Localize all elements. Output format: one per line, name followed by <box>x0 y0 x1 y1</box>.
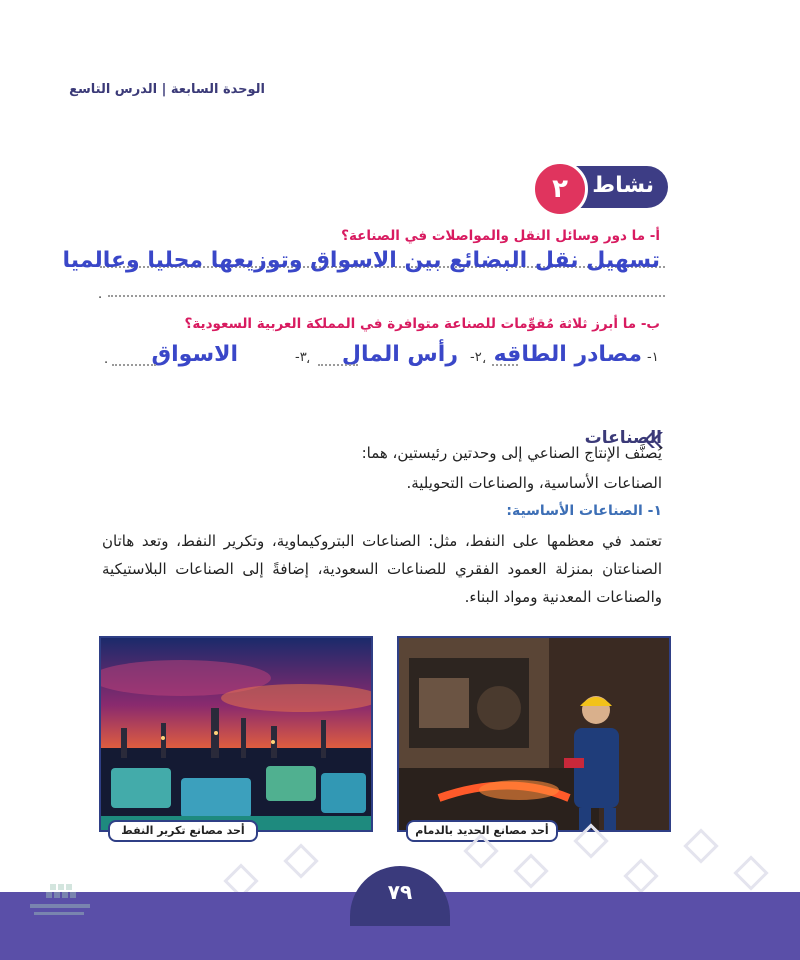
item-number-2: ٢- <box>470 350 482 365</box>
answer-line <box>492 364 518 366</box>
end-mark: . <box>98 287 103 302</box>
body-paragraph: تعتمد في معظمها على النفط، مثل: الصناعات البتروكيماوية، وتكرير النفط، وتعد هاتان الصناعتان بمنزلة العمود الفقري للصناعات السعودية، إضافةً إلى الصناعات البلاستيكية والصناعات المعدنية ومواد البناء. <box>102 532 662 606</box>
activity-label: نشاط <box>592 173 654 198</box>
refinery-photo <box>99 636 373 832</box>
question-b-answer-2: رأس المال <box>341 342 458 367</box>
answer-line <box>112 364 156 366</box>
steel-factory-photo <box>397 636 671 832</box>
answer-line <box>318 364 358 366</box>
answer-line <box>108 295 665 297</box>
intro-line-2: الصناعات الأساسية، والصناعات التحويلية. <box>406 474 662 492</box>
question-a-prompt: أ- ما دور وسائل النقل والمواصلات في الصناعة؟ <box>341 228 660 244</box>
ministry-logo-icon <box>20 880 100 930</box>
refinery-caption: أحد مصانع تكرير النفط <box>108 820 258 842</box>
item-number-1: ١- <box>647 350 659 365</box>
unit-lesson-header: الوحدة السابعة | الدرس التاسع <box>69 82 265 97</box>
question-a-answer: تسهيل نقل البضائع بين الاسواق وتوزيعها محليا وعالميا <box>62 248 660 273</box>
question-b-answer-3: الاسواق <box>151 342 238 367</box>
question-b-prompt: ب- ما أبرز ثلاثة مُقوِّمات للصناعة متوافرة في المملكة العربية السعودية؟ <box>184 316 660 332</box>
section-title: الصناعات <box>584 428 662 448</box>
page-number: ٧٩ <box>387 880 413 904</box>
separator: ، <box>306 352 311 367</box>
end-mark: . <box>104 352 109 367</box>
separator: ، <box>482 352 487 367</box>
subsection-title: ١- الصناعات الأساسية: <box>506 503 662 519</box>
question-b-answer-1: مصادر الطاقه <box>493 342 642 367</box>
intro-line-1: يُصنَّف الإنتاج الصناعي إلى وحدتين رئيستين، هما: <box>361 444 662 462</box>
item-number-3: ٣- <box>295 350 307 365</box>
activity-number: ٢ <box>532 161 588 217</box>
steel-factory-caption: أحد مصانع الحديد بالدمام <box>406 820 558 842</box>
activity-badge <box>536 166 668 208</box>
